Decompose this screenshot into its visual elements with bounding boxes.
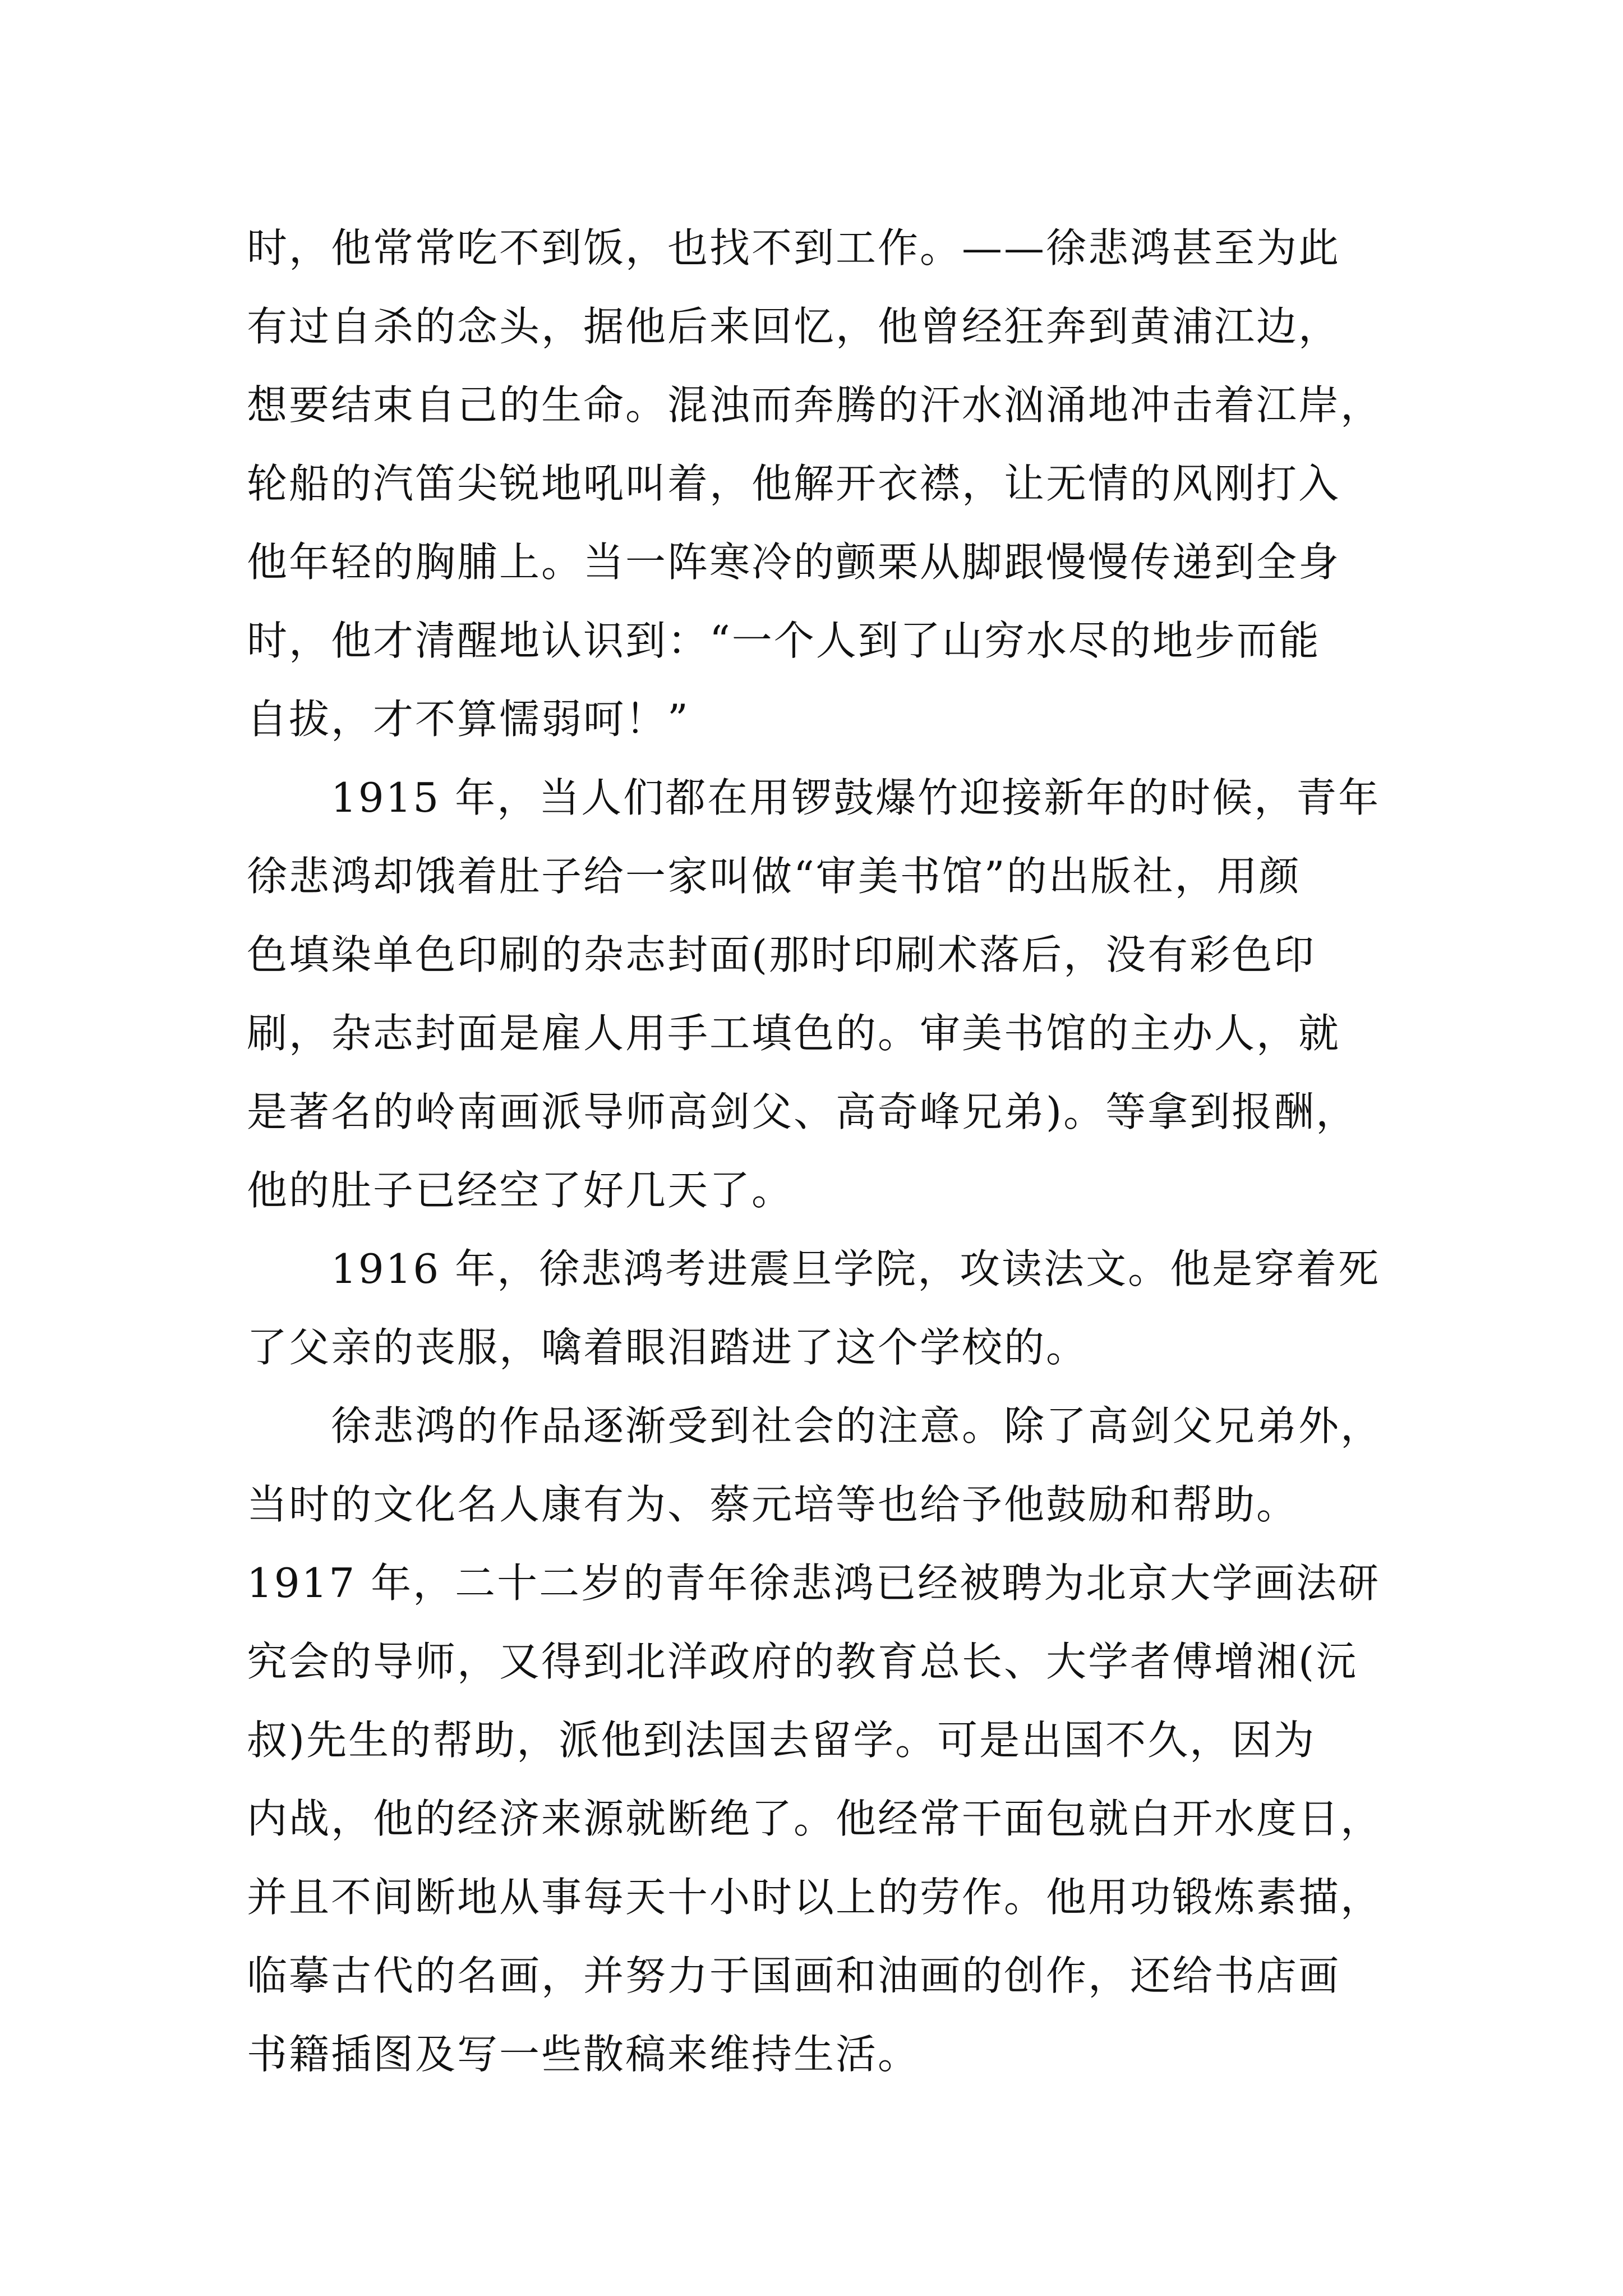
text-line: 他年轻的胸脯上。当一阵寒冷的颤栗从脚跟慢慢传递到全身 [247, 539, 1341, 586]
text-line: 书籍插图及写一些散稿来维持生活。 [247, 2031, 920, 2078]
text-line: 想要结束自己的生命。混浊而奔腾的汗水汹涌地冲击着江岸， [247, 381, 1383, 429]
text-line: 1915 年，当人们都在用锣鼓爆竹迎接新年的时候，青年 [331, 774, 1381, 821]
text-line: 并且不间断地从事每天十小时以上的劳作。他用功锻炼素描， [247, 1874, 1383, 1921]
text-line: 时，他常常吃不到饭，也找不到工作。——徐悲鸿甚至为此 [247, 224, 1341, 272]
text-line: 是著名的岭南画派导师高剑父、高奇峰兄弟)。等拿到报酬， [247, 1088, 1358, 1135]
text-line: 刷，杂志封面是雇人用手工填色的。审美书馆的主办人，就 [247, 1010, 1341, 1057]
text-line: 色填染单色印刷的杂志封面(那时印刷术落后，没有彩色印 [247, 931, 1316, 978]
text-line: 了父亲的丧服，噙着眼泪踏进了这个学校的。 [247, 1324, 1089, 1371]
text-line: 徐悲鸿的作品逐渐受到社会的注意。除了高剑父兄弟外， [331, 1402, 1383, 1450]
text-line: 内战，他的经济来源就断绝了。他经常干面包就白开水度日， [247, 1795, 1383, 1842]
text-line: 他的肚子已经空了好几天了。 [247, 1167, 794, 1214]
text-line: 有过自杀的念头，据他后来回忆，他曾经狂奔到黄浦江边， [247, 303, 1341, 350]
body-text [247, 209, 1413, 2093]
text-line: 轮船的汽笛尖锐地吼叫着，他解开衣襟，让无情的风刚打入 [247, 460, 1341, 507]
text-line: 究会的导师，又得到北洋政府的教育总长、大学者傅增湘(沅 [247, 1638, 1358, 1685]
text-line: 当时的文化名人康有为、蔡元培等也给予他鼓励和帮助。 [247, 1481, 1299, 1528]
text-line: 徐悲鸿却饿着肚子给一家叫做“审美书馆”的出版社，用颜 [247, 853, 1301, 900]
text-line: 1916 年，徐悲鸿考进震旦学院，攻读法文。他是穿着死 [331, 1245, 1381, 1292]
text-line: 时，他才清醒地认识到：“一个人到了山穷水尽的地步而能 [247, 617, 1321, 664]
text-line: 自拔，才不算懦弱呵！” [247, 696, 690, 743]
text-line: 叔)先生的帮助，派他到法国去留学。可是出国不久，因为 [247, 1717, 1316, 1764]
text-line: 1917 年，二十二岁的青年徐悲鸿已经被聘为北京大学画法研 [247, 1559, 1381, 1607]
text-line: 临摹古代的名画，并努力于国画和油画的创作，还给书店画 [247, 1952, 1341, 1999]
